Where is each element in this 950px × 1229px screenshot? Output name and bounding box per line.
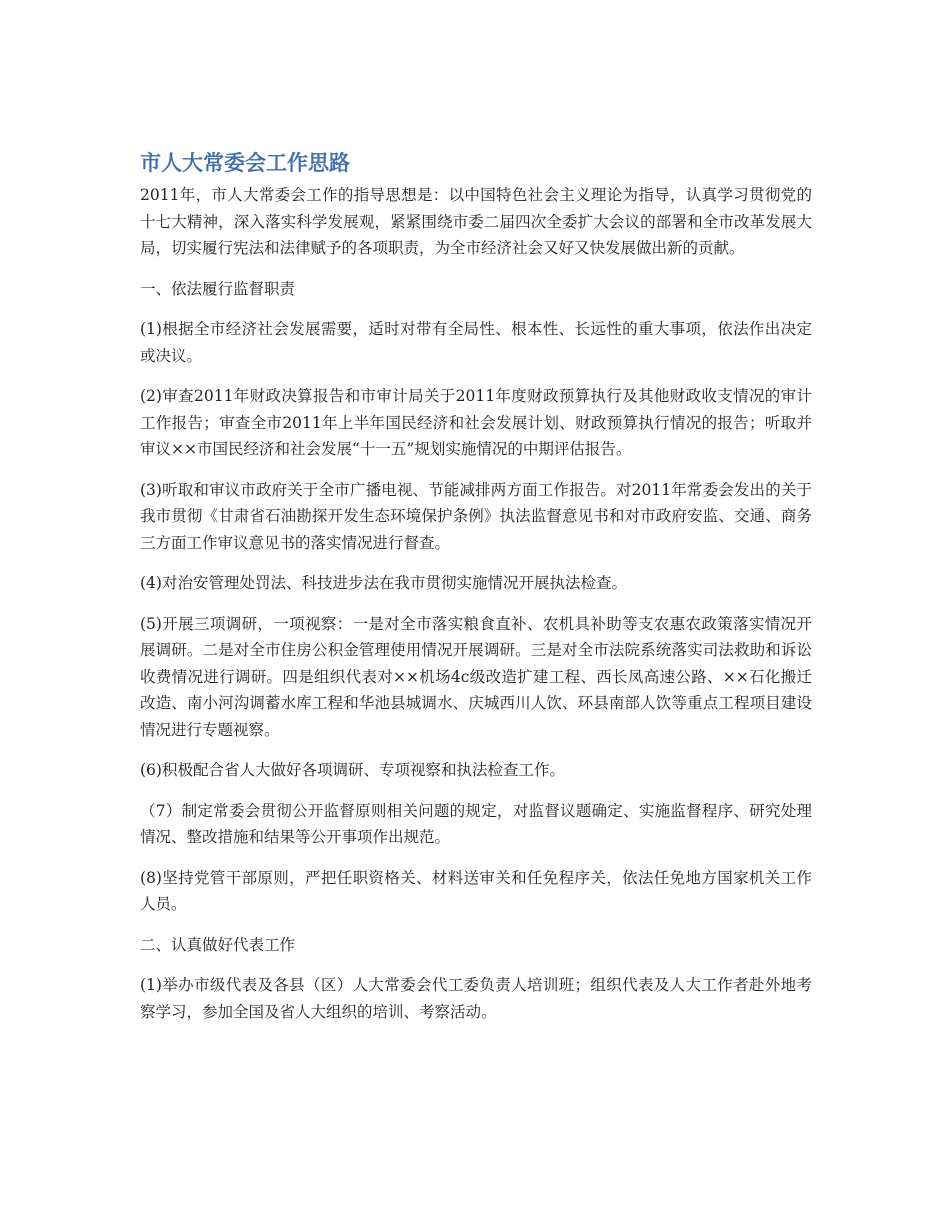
section-1-item: (4)对治安管理处罚法、科技进步法在我市贯彻实施情况开展执法检查。 — [140, 574, 627, 592]
section-1-item: (1)根据全市经济社会发展需要，适时对带有全局性、根本性、长远性的重大事项，依法作出决定或决议。 — [140, 320, 812, 365]
section-2-item: (1)举办市级代表及各县（区）人大常委会代工委负责人培训班；组织代表及人大工作者赴外地考察学习，参加全国及省人大组织的培训、考察活动。 — [140, 976, 812, 1021]
section-1-item: (8)坚持党管干部原则，严把任职资格关、材料送审关和任免程序关，依法任免地方国家机关工作人员。 — [140, 868, 812, 913]
section-2-heading: 二、认真做好代表工作 — [140, 935, 296, 954]
intro-paragraph: 2011年，市人大常委会工作的指导思想是：以中国特色社会主义理论为指导，认真学习贯彻党的十七大精神，深入落实科学发展观，紧紧围绕市委二届四次全委扩大会议的部署和全市改革发展大局，切实履行宪法和法律赋予的各项职责，为全市经济社会又好又快发展做出新的贡献。 — [140, 186, 812, 257]
section-1-heading: 一、依法履行监督职责 — [140, 279, 296, 298]
document-title: 市人大常委会工作思路 — [140, 151, 350, 175]
section-1-item: (6)积极配合省人大做好各项调研、专项视察和执法检查工作。 — [140, 761, 565, 779]
document-page — [140, 148, 812, 1039]
section-1-item: （7）制定常委会贯彻公开监督原则相关问题的规定，对监督议题确定、实施监督程序、研究处理情况、整改措施和结果等公开事项作出规范。 — [140, 801, 812, 846]
section-1-item: (2)审查2011年财政决算报告和市审计局关于2011年度财政预算执行及其他财政收支情况的审计工作报告；审查全市2011年上半年国民经济和社会发展计划、财政预算执行情况的报告；听取并审议××市国民经济和社会发展“十一五”规划实施情况的中期评估报告。 — [140, 387, 812, 458]
section-1-item: (5)开展三项调研，一项视察：一是对全市落实粮食直补、农机具补助等支农惠农政策落实情况开展调研。二是对全市住房公积金管理使用情况开展调研。三是对全市法院系统落实司法救助和诉讼收费情况进行调研。四是组织代表对××机场4c级改造扩建工程、西长凤高速公路、××石化搬迁改造、南小河沟调蓄水库工程和华池县城调水、庆城西川人饮、环县南部人饮等重点工程项目建设情况进行专题视察。 — [140, 614, 812, 739]
section-1-item: (3)听取和审议市政府关于全市广播电视、节能减排两方面工作报告。对2011年常委会发出的关于我市贯彻《甘肃省石油勘探开发生态环境保护条例》执法监督意见书和对市政府安监、交通、商务三方面工作审议意见书的落实情况进行督查。 — [140, 480, 812, 552]
